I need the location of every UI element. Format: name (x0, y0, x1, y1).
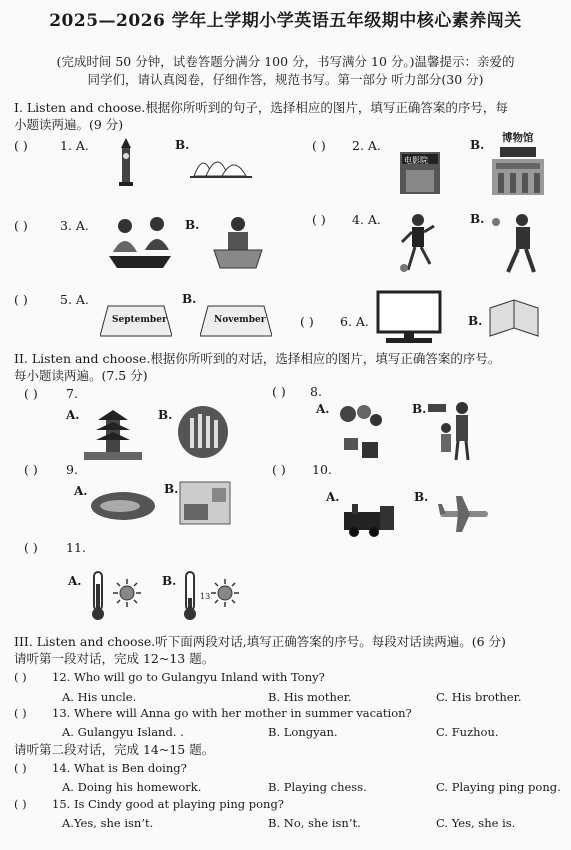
pagoda-picture (84, 408, 142, 460)
sydney-opera-house-picture (190, 148, 252, 180)
q12-option-a[interactable]: A. His uncle. (62, 690, 137, 704)
q6-option-a-label: 6. A. (340, 314, 369, 329)
q9-answer-blank[interactable]: ( ) (24, 462, 38, 477)
q14-option-a[interactable]: A. Doing his homework. (62, 780, 202, 794)
q12-answer-blank[interactable]: ( ) (14, 670, 27, 684)
q13-option-b[interactable]: B. Longyan. (268, 725, 338, 739)
cinema-sign: 电影院 (404, 156, 428, 165)
boy-playing-football-picture (398, 212, 438, 274)
q15-option-b[interactable]: B. No, she isn’t. (268, 816, 361, 830)
q7-option-b-label: B. (158, 408, 173, 422)
landmark-ball-picture (176, 404, 230, 460)
exam-info-line1: (完成时间 50 分钟，试卷答题分满分 100 分，书写满分 10 分。)温馨提示：亲爱的 (56, 54, 515, 69)
thermometer-b-reading: 13 (200, 592, 211, 601)
q2-answer-blank[interactable]: ( ) (312, 138, 326, 153)
q8-option-a-label: A. (316, 402, 330, 416)
part3-heading: III. Listen and choose.听下面两段对话,填写正确答案的序号。每段对话读两遍。(6 分) (14, 634, 506, 649)
q4-option-a-label: 4. A. (352, 212, 381, 227)
q14-answer-blank[interactable]: ( ) (14, 761, 27, 775)
q13-answer-blank[interactable]: ( ) (14, 706, 27, 720)
q12-option-b[interactable]: B. His mother. (268, 690, 352, 704)
bedroom-picture (178, 480, 232, 526)
q8-answer-blank[interactable]: ( ) (272, 384, 286, 399)
sun-a-icon (112, 578, 142, 608)
sun-b-icon (210, 578, 240, 608)
train-picture (338, 502, 402, 538)
q13-option-a[interactable]: A. Gulangyu Island. . (62, 725, 184, 739)
q1-answer-blank[interactable]: ( ) (14, 138, 28, 153)
cinema-building-picture (398, 140, 442, 196)
q8-number: 8. (310, 384, 322, 399)
man-playing-football-picture (490, 212, 542, 274)
part1-heading-line2: 小题读两遍。(9 分) (14, 117, 124, 132)
q14-option-c[interactable]: C. Playing ping pong. (436, 780, 561, 794)
part2-heading-line2: 每小题读两遍。(7.5 分) (14, 368, 148, 383)
q12-option-c[interactable]: C. His brother. (436, 690, 522, 704)
family-eating-picture (105, 212, 175, 270)
q3-option-a-label: 3. A. (60, 218, 89, 233)
q11-number: 11. (66, 540, 86, 555)
q11-option-a-label: A. (68, 574, 82, 588)
november-card-text: November (214, 315, 266, 325)
september-card-text: September (112, 315, 167, 325)
q5-answer-blank[interactable]: ( ) (14, 292, 28, 307)
part1-heading-line1: I. Listen and choose.根据你所听到的句子，选择相应的图片，填写正确答案的序号，每 (14, 100, 508, 115)
museum-sign: 博物馆 (502, 132, 534, 144)
q10-number: 10. (312, 462, 332, 477)
party-balloons-picture (336, 404, 384, 462)
q15-stem: 15. Is Cindy good at playing ping pong? (52, 797, 284, 811)
q1-option-a-label: 1. A. (60, 138, 89, 153)
q15-answer-blank[interactable]: ( ) (14, 797, 27, 811)
q15-option-c[interactable]: C. Yes, she is. (436, 816, 516, 830)
exam-title: 2025—2026 学年上学期小学英语五年级期中核心素养闯关 (49, 11, 522, 31)
q14-option-b[interactable]: B. Playing chess. (268, 780, 367, 794)
q4-answer-blank[interactable]: ( ) (312, 212, 326, 227)
boy-at-desk-picture (212, 212, 264, 270)
q5-option-b-label: B. (182, 292, 197, 306)
q9-number: 9. (66, 462, 78, 477)
q12-stem: 12. Who will go to Gulangyu Inland with Tony? (52, 670, 325, 684)
q14-stem: 14. What is Ben doing? (52, 761, 187, 775)
part2-heading-line1: II. Listen and choose.根据你所听到的对话，选择相应的图片，填写正确答案的序号。 (14, 351, 501, 366)
q11-answer-blank[interactable]: ( ) (24, 540, 38, 555)
open-book-picture (486, 294, 542, 340)
dialog2-instruction: 请听第二段对话，完成 14~15 题。 (14, 742, 215, 757)
q2-option-a-label: 2. A. (352, 138, 381, 153)
airplane-picture (436, 494, 492, 534)
q6-answer-blank[interactable]: ( ) (300, 314, 314, 329)
dialog1-instruction: 请听第一段对话，完成 12~13 题。 (14, 651, 215, 666)
q7-number: 7. (66, 386, 78, 401)
museum-building-picture (490, 145, 546, 197)
q3-answer-blank[interactable]: ( ) (14, 218, 28, 233)
computer-picture (372, 290, 446, 346)
q2-option-b-label: B. (470, 138, 485, 152)
q13-stem: 13. Where will Anna go with her mother in summer vacation? (52, 706, 412, 720)
q7-option-a-label: A. (66, 408, 80, 422)
exam-info-line2: 同学们，请认真阅卷，仔细作答，规范书写。第一部分 听力部分(30 分) (87, 72, 484, 87)
q5-option-a-label: 5. A. (60, 292, 89, 307)
q10-option-a-label: A. (326, 490, 340, 504)
thermometer-b-picture (180, 570, 200, 622)
q6-option-b-label: B. (468, 314, 483, 328)
big-ben-picture (115, 138, 137, 186)
lake-scenery-picture (90, 486, 156, 522)
q7-answer-blank[interactable]: ( ) (24, 386, 38, 401)
q8-option-b-label: B. (412, 402, 427, 416)
q11-option-b-label: B. (162, 574, 177, 588)
q13-option-c[interactable]: C. Fuzhou. (436, 725, 499, 739)
q15-option-a[interactable]: A.Yes, she isn’t. (62, 816, 154, 830)
thermometer-a-picture (88, 570, 108, 622)
q10-answer-blank[interactable]: ( ) (272, 462, 286, 477)
q3-option-b-label: B. (185, 218, 200, 232)
q1-option-b-label: B. (175, 138, 190, 152)
q4-option-b-label: B. (470, 212, 485, 226)
q10-option-b-label: B. (414, 490, 429, 504)
q9-option-a-label: A. (74, 484, 88, 498)
q9-option-b-label: B. (164, 482, 179, 496)
family-picture (428, 400, 476, 462)
